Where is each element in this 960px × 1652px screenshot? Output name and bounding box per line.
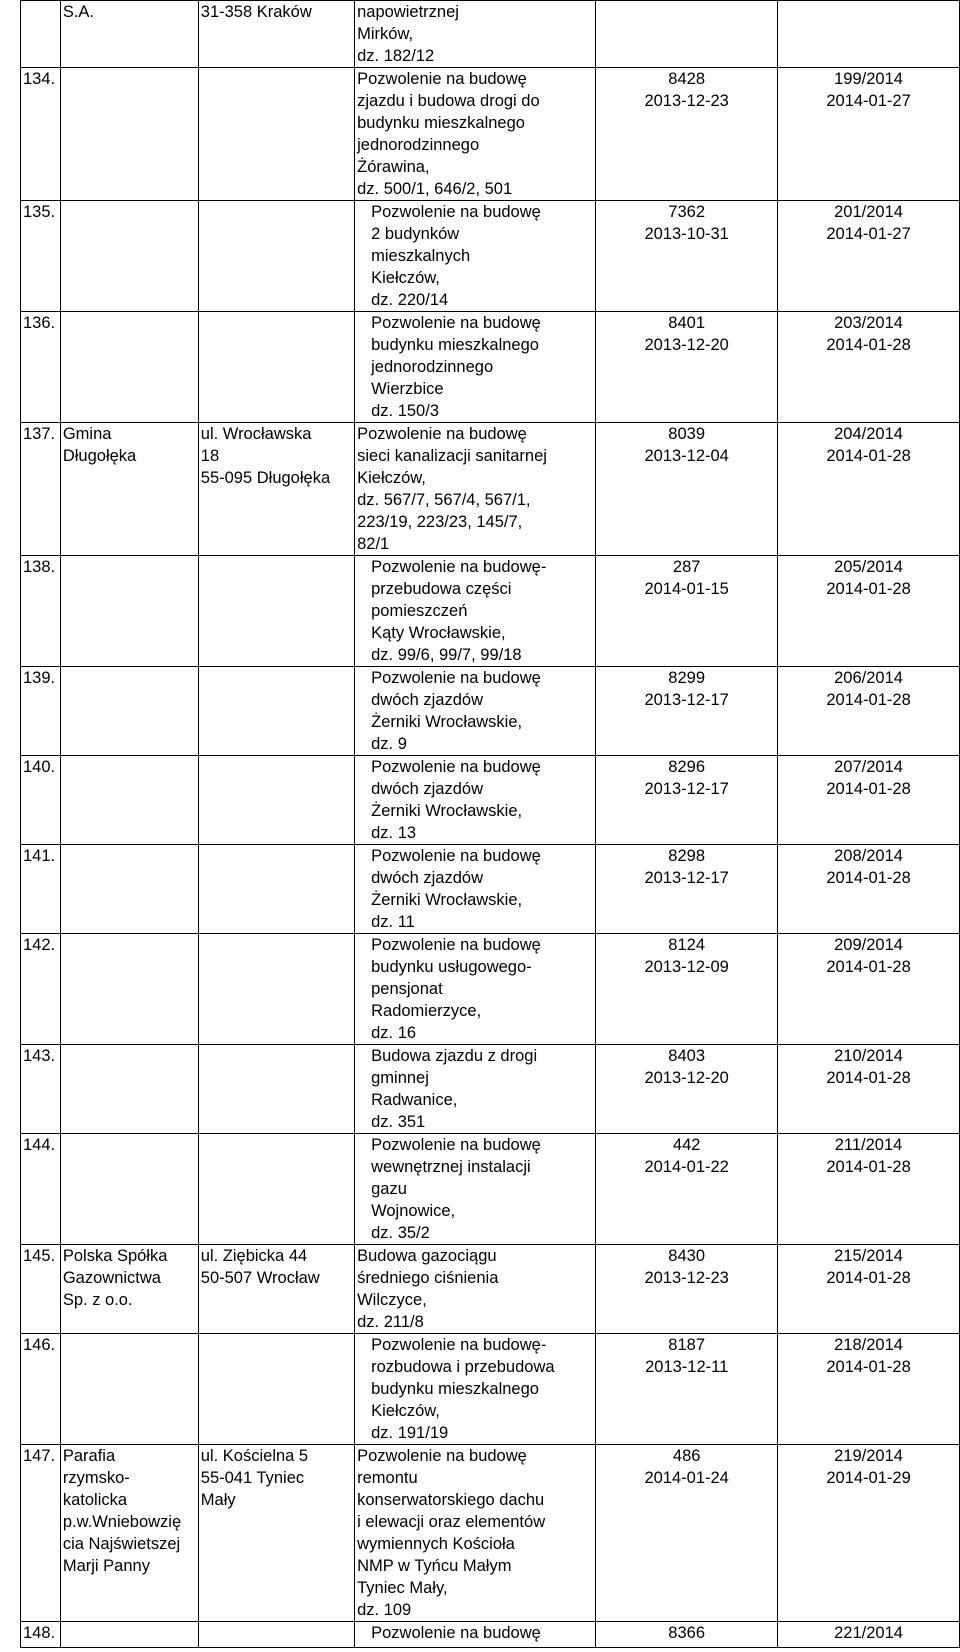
subject-cell: napowietrznej Mirków, dz. 182/12 [355, 1, 596, 68]
investor-cell [60, 1334, 198, 1445]
application-cell: 8296 2013-12-17 [596, 756, 778, 845]
decision-cell: 206/2014 2014-01-28 [778, 667, 960, 756]
investor-address-cell [198, 1134, 354, 1245]
investor-address-cell [198, 667, 354, 756]
application-cell: 8401 2013-12-20 [596, 312, 778, 423]
decision-cell: 201/2014 2014-01-27 [778, 201, 960, 312]
table-row [21, 1334, 960, 1445]
decision-cell: 211/2014 2014-01-28 [778, 1134, 960, 1245]
application-cell: 7362 2013-10-31 [596, 201, 778, 312]
subject-cell: Pozwolenie na budowę- przebudowa części pomieszczeń Kąty Wrocławskie, dz. 99/6, 99/7, 99/18 [355, 556, 596, 667]
permits-table-body [21, 1, 960, 1648]
row-number-cell: 139. [21, 667, 61, 756]
investor-cell [60, 1045, 198, 1134]
application-cell: 8430 2013-12-23 [596, 1245, 778, 1334]
subject-cell: Pozwolenie na budowę dwóch zjazdów Żerniki Wrocławskie, dz. 9 [355, 667, 596, 756]
row-number-cell: 136. [21, 312, 61, 423]
investor-cell [60, 556, 198, 667]
decision-cell: 210/2014 2014-01-28 [778, 1045, 960, 1134]
investor-cell [60, 1622, 198, 1648]
investor-cell [60, 934, 198, 1045]
table-row [21, 845, 960, 934]
investor-cell [60, 1134, 198, 1245]
application-cell: 8298 2013-12-17 [596, 845, 778, 934]
subject-cell: Pozwolenie na budowę [355, 1622, 596, 1648]
subject-cell: Pozwolenie na budowę dwóch zjazdów Żerniki Wrocławskie, dz. 11 [355, 845, 596, 934]
row-number-cell: 138. [21, 556, 61, 667]
table-row [21, 68, 960, 201]
investor-address-cell: ul. Wrocławska 18 55-095 Długołęka [198, 423, 354, 556]
investor-cell [60, 312, 198, 423]
investor-address-cell [198, 68, 354, 201]
subject-cell: Pozwolenie na budowę wewnętrznej instalacji gazu Wojnowice, dz. 35/2 [355, 1134, 596, 1245]
subject-cell: Pozwolenie na budowę dwóch zjazdów Żerniki Wrocławskie, dz. 13 [355, 756, 596, 845]
decision-cell: 218/2014 2014-01-28 [778, 1334, 960, 1445]
row-number-cell: 146. [21, 1334, 61, 1445]
decision-cell: 204/2014 2014-01-28 [778, 423, 960, 556]
table-row [21, 756, 960, 845]
investor-address-cell [198, 756, 354, 845]
subject-cell: Budowa gazociągu średniego ciśnienia Wilczyce, dz. 211/8 [355, 1245, 596, 1334]
application-cell [596, 1, 778, 68]
row-number-cell: 135. [21, 201, 61, 312]
table-row [21, 1045, 960, 1134]
permits-table [20, 0, 960, 1648]
subject-cell: Pozwolenie na budowę remontu konserwatorskiego dachu i elewacji oraz elementów wymiennych Kościoła NMP w Tyńcu Małym Tyniec Mały, dz. 109 [355, 1445, 596, 1622]
subject-cell: Pozwolenie na budowę budynku mieszkalnego jednorodzinnego Wierzbice dz. 150/3 [355, 312, 596, 423]
decision-cell: 215/2014 2014-01-28 [778, 1245, 960, 1334]
row-number-cell: 148. [21, 1622, 61, 1648]
application-cell: 8403 2013-12-20 [596, 1045, 778, 1134]
decision-cell: 209/2014 2014-01-28 [778, 934, 960, 1045]
application-cell: 442 2014-01-22 [596, 1134, 778, 1245]
table-row [21, 423, 960, 556]
investor-address-cell [198, 845, 354, 934]
decision-cell: 208/2014 2014-01-28 [778, 845, 960, 934]
investor-address-cell: ul. Ziębicka 44 50-507 Wrocław [198, 1245, 354, 1334]
investor-address-cell [198, 556, 354, 667]
investor-cell [60, 756, 198, 845]
table-row [21, 934, 960, 1045]
table-row [21, 1445, 960, 1622]
investor-cell [60, 667, 198, 756]
application-cell: 8299 2013-12-17 [596, 667, 778, 756]
decision-cell: 203/2014 2014-01-28 [778, 312, 960, 423]
investor-address-cell [198, 312, 354, 423]
investor-address-cell [198, 934, 354, 1045]
row-number-cell: 141. [21, 845, 61, 934]
subject-cell: Pozwolenie na budowę budynku usługowego- pensjonat Radomierzyce, dz. 16 [355, 934, 596, 1045]
table-row [21, 312, 960, 423]
row-number-cell: 145. [21, 1245, 61, 1334]
decision-cell: 221/2014 [778, 1622, 960, 1648]
investor-cell: S.A. [60, 1, 198, 68]
table-row [21, 1, 960, 68]
investor-cell [60, 68, 198, 201]
table-row [21, 667, 960, 756]
decision-cell [778, 1, 960, 68]
investor-address-cell [198, 1045, 354, 1134]
table-row [21, 1622, 960, 1648]
decision-cell: 207/2014 2014-01-28 [778, 756, 960, 845]
row-number-cell: 142. [21, 934, 61, 1045]
table-row [21, 1134, 960, 1245]
investor-cell [60, 201, 198, 312]
investor-address-cell [198, 201, 354, 312]
investor-cell [60, 845, 198, 934]
investor-cell: Parafia rzymsko- katolicka p.w.Wniebowzię cia Najświetszej Marji Panny [60, 1445, 198, 1622]
subject-cell: Pozwolenie na budowę- rozbudowa i przebudowa budynku mieszkalnego Kiełczów, dz. 191/19 [355, 1334, 596, 1445]
decision-cell: 219/2014 2014-01-29 [778, 1445, 960, 1622]
application-cell: 8428 2013-12-23 [596, 68, 778, 201]
investor-address-cell [198, 1622, 354, 1648]
row-number-cell [21, 1, 61, 68]
application-cell: 287 2014-01-15 [596, 556, 778, 667]
subject-cell: Budowa zjazdu z drogi gminnej Radwanice, dz. 351 [355, 1045, 596, 1134]
investor-cell: Gmina Długołęka [60, 423, 198, 556]
decision-cell: 205/2014 2014-01-28 [778, 556, 960, 667]
application-cell: 8366 [596, 1622, 778, 1648]
investor-cell: Polska Spółka Gazownictwa Sp. z o.o. [60, 1245, 198, 1334]
row-number-cell: 147. [21, 1445, 61, 1622]
table-row [21, 1245, 960, 1334]
table-row [21, 201, 960, 312]
investor-address-cell: 31-358 Kraków [198, 1, 354, 68]
subject-cell: Pozwolenie na budowę zjazdu i budowa drogi do budynku mieszkalnego jednorodzinnego Żórawina, dz. 500/1, 646/2, 501 [355, 68, 596, 201]
subject-cell: Pozwolenie na budowę 2 budynków mieszkalnych Kiełczów, dz. 220/14 [355, 201, 596, 312]
table-row [21, 556, 960, 667]
row-number-cell: 143. [21, 1045, 61, 1134]
decision-cell: 199/2014 2014-01-27 [778, 68, 960, 201]
row-number-cell: 140. [21, 756, 61, 845]
row-number-cell: 144. [21, 1134, 61, 1245]
investor-address-cell [198, 1334, 354, 1445]
application-cell: 8124 2013-12-09 [596, 934, 778, 1045]
application-cell: 8187 2013-12-11 [596, 1334, 778, 1445]
application-cell: 486 2014-01-24 [596, 1445, 778, 1622]
row-number-cell: 134. [21, 68, 61, 201]
investor-address-cell: ul. Kościelna 5 55-041 Tyniec Mały [198, 1445, 354, 1622]
subject-cell: Pozwolenie na budowę sieci kanalizacji sanitarnej Kiełczów, dz. 567/7, 567/4, 567/1, 223/19, 223/23, 145/7, 82/1 [355, 423, 596, 556]
row-number-cell: 137. [21, 423, 61, 556]
application-cell: 8039 2013-12-04 [596, 423, 778, 556]
